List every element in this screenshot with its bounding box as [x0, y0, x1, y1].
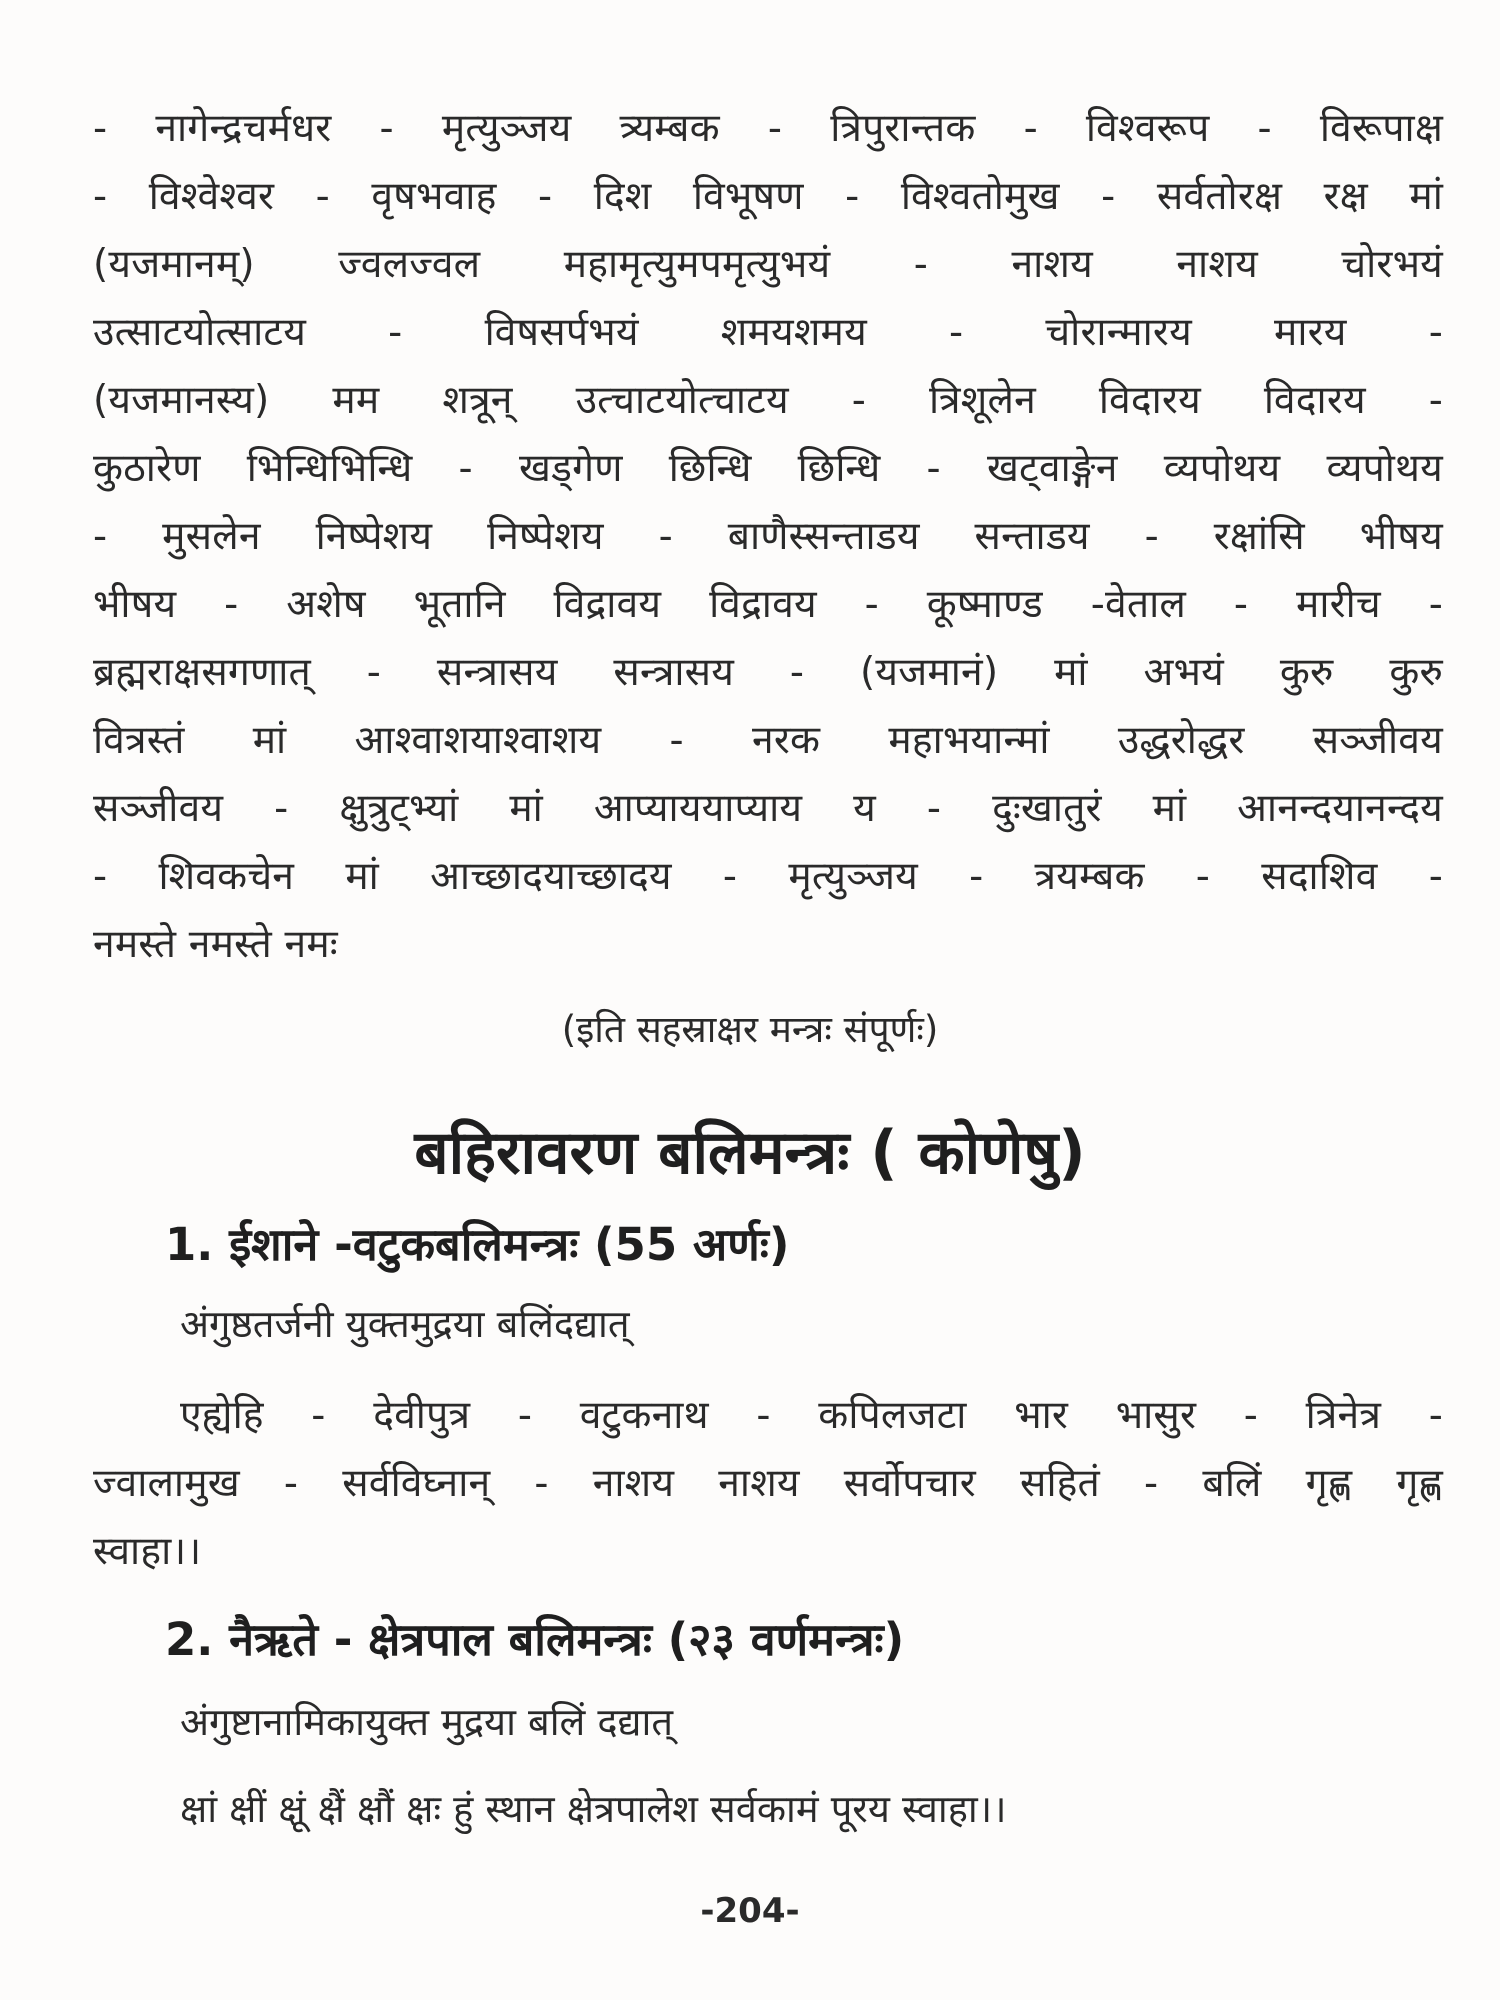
item-1-heading: 1. ईशाने -वटुकबलिमन्त्रः (55 अर्णः)	[165, 1218, 790, 1271]
page-number: -204-	[700, 1891, 800, 1931]
item-2-instruction: अंगुष्टानामिकायुक्त मुद्रया बलिं दद्यात्	[180, 1700, 673, 1744]
body-line: सञ्जीवय - क्षुत्रुट्भ्यां मां आप्याययाप्याय य - दुःखातुरं मां आनन्दयानन्दय	[93, 786, 1443, 831]
body-line: कुठारेण भिन्धिभिन्धि - खड्गेण छिन्धि छिन्धि - खट्वाङ्गेन व्यपोथय व्यपोथय	[93, 446, 1443, 491]
body-line: (यजमानम्) ज्वलज्वल महामृत्युमपमृत्युभयं - नाशय नाशय चोरभयं	[93, 242, 1443, 287]
body-line: ब्रह्मराक्षसगणात् - सन्त्रासय सन्त्रासय - (यजमानं) मां अभयं कुरु कुरु	[93, 650, 1443, 695]
item-1-instruction: अंगुष्ठतर्जनी युक्तमुद्रया बलिंदद्यात्	[180, 1302, 630, 1346]
section-title: बहिरावरण बलिमन्त्रः ( कोणेषु)	[414, 1118, 1086, 1188]
item-2-mantra: क्षां क्षीं क्षूं क्षैं क्षौं क्षः हुं स्थान क्षेत्रपालेश सर्वकामं पूरय स्वाहा।।	[180, 1787, 1007, 1831]
mantra-line: ज्वालामुख - सर्वविघ्नान् - नाशय नाशय सर्वोपचार सहितं - बलिं गृह्ण गृह्ण	[93, 1461, 1443, 1506]
mantra-line: एह्येहि - देवीपुत्र - वटुकनाथ - कपिलजटा भार भासुर - त्रिनेत्र -	[180, 1393, 1443, 1438]
colophon: (इति सहस्राक्षर मन्त्रः संपूर्णः)	[561, 1008, 939, 1051]
item-1-mantra	[93, 1382, 1443, 1586]
body-line: उत्साटयोत्साटय - विषसर्पभयं शमयशमय - चोरान्मारय मारय -	[93, 310, 1443, 355]
body-line: - नागेन्द्रचर्मधर - मृत्युञ्जय त्र्यम्बक - त्रिपुरान्तक - विश्वरूप - विरूपाक्ष	[93, 106, 1443, 151]
body-line: भीषय - अशेष भूतानि विद्रावय विद्रावय - कूष्माण्ड -वेताल - मारीच -	[93, 582, 1443, 627]
body-line: - विश्वेश्वर - वृषभवाह - दिश विभूषण - विश्वतोमुख - सर्वतोरक्ष रक्ष मां	[93, 174, 1443, 219]
mantra-body	[93, 95, 1443, 979]
body-line: वित्रस्तं मां आश्वाशयाश्वाशय - नरक महाभयान्मां उद्धरोद्धर सञ्जीवय	[93, 718, 1443, 763]
body-line: - शिवकचेन मां आच्छादयाच्छादय - मृत्युञ्जय - त्रयम्बक - सदाशिव -	[93, 854, 1443, 899]
body-line: (यजमानस्य) मम शत्रून् उत्चाटयोत्चाटय - त्रिशूलेन विदारय विदारय -	[93, 378, 1443, 423]
body-line: - मुसलेन निष्पेशय निष्पेशय - बाणैस्सन्ताडय सन्ताडय - रक्षांसि भीषय	[93, 514, 1443, 559]
body-line: नमस्ते नमस्ते नमः	[93, 922, 338, 967]
item-2-heading: 2. नैऋते - क्षेत्रपाल बलिमन्त्रः (२३ वर्णमन्त्रः)	[165, 1613, 905, 1666]
mantra-line: स्वाहा।।	[93, 1529, 202, 1574]
